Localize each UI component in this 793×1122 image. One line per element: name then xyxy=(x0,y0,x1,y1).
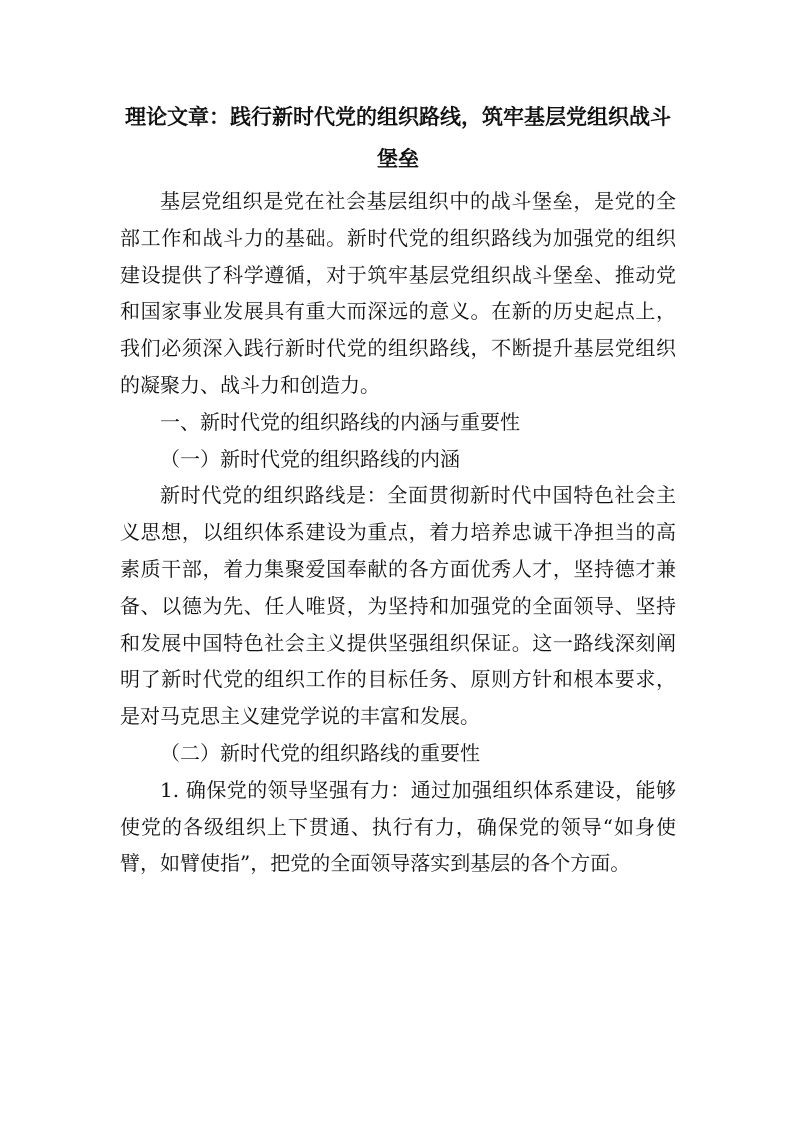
intro-paragraph: 基层党组织是党在社会基层组织中的战斗堡垒，是党的全部工作和战斗力的基础。新时代党的组织路线为加强党的组织建设提供了科学遵循，对于筑牢基层党组织战斗堡垒、推动党和国家事业发展具有重大而深远的意义。在新的历史起点上，我们必须深入践行新时代党的组织路线，不断提升基层党组织的凝聚力、战斗力和创造力。 xyxy=(120,189,676,397)
document-title: 理论文章：践行新时代党的组织路线，筑牢基层党组织战斗堡垒 xyxy=(125,104,671,171)
subsection-1-paragraph: 新时代党的组织路线是：全面贯彻新时代中国特色社会主义思想，以组织体系建设为重点，着力培养忠诚干净担当的高素质干部，着力集聚爱国奉献的各方面优秀人才，坚持德才兼备、以德为先、任人唯贤，为坚持和加强党的全面领导、坚持和发展中国特色社会主义提供坚强组织保证。这一路线深刻阐明了新时代党的组织工作的目标任务、原则方针和根本要求，是对马克思主义建党学说的丰富和发展。 xyxy=(120,483,676,729)
point-1-paragraph: 1. 确保党的领导坚强有力：通过加强组织体系建设，能够使党的各级组织上下贯通、执行有力，确保党的领导“如身使臂，如臂使指”，把党的全面领导落实到基层的各个方面。 xyxy=(120,777,676,876)
subsection-heading-2: （二）新时代党的组织路线的重要性 xyxy=(160,740,480,765)
subsection-heading-1: （一）新时代党的组织路线的内涵 xyxy=(160,446,460,471)
section-heading-1: 一、新时代党的组织路线的内涵与重要性 xyxy=(160,409,520,434)
document-body xyxy=(120,183,676,882)
